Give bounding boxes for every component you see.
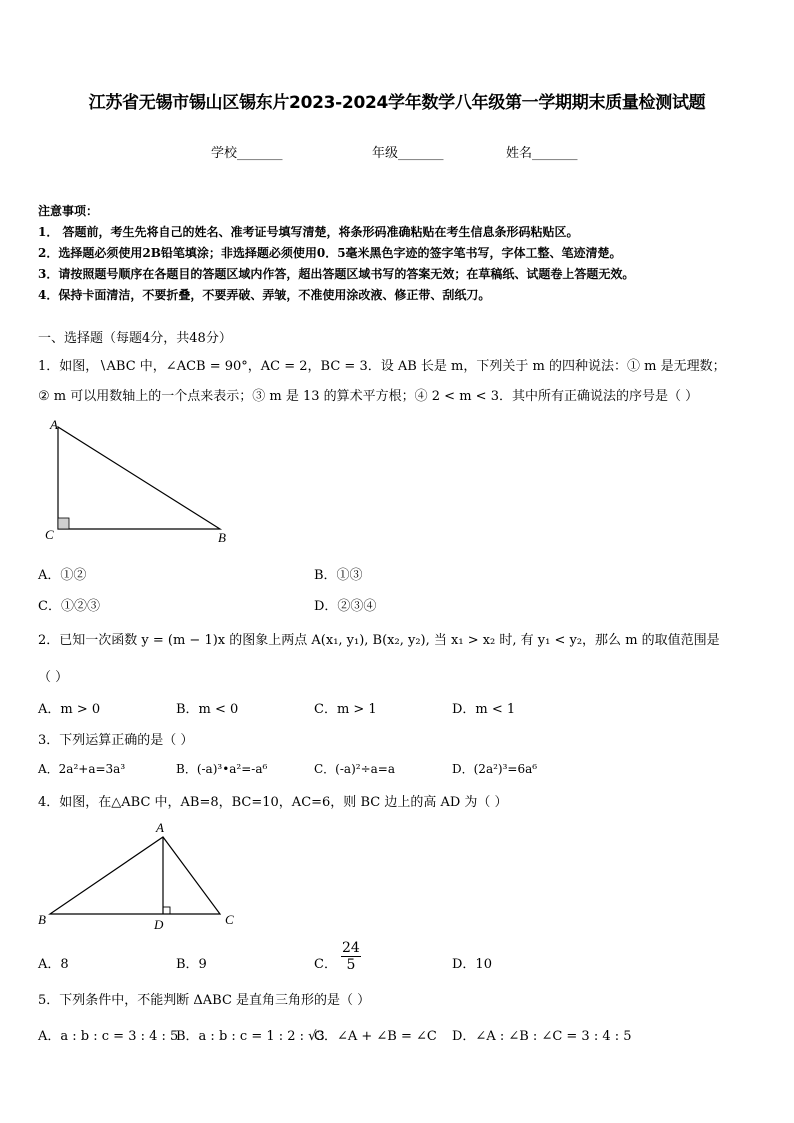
q2-option-c: C．m > 1 [314, 702, 377, 717]
section-heading: 一、选择题（每题4分，共48分） [38, 331, 232, 346]
vertex-label-a: A [50, 417, 58, 432]
vertex-label-c: C [45, 527, 54, 542]
foot-label-d: D [154, 917, 164, 932]
notes-heading: 注意事项： [38, 204, 99, 218]
triangle-abc [50, 837, 220, 914]
notes-block [38, 201, 634, 306]
q4-option-c: C． [314, 957, 337, 972]
note-item: 3．请按照题号顺序在各题目的答题区域内作答，超出答题区域书写的答案无效；在草稿纸、试题卷上答题无效。 [38, 267, 635, 281]
q1-right-triangle-figure [40, 415, 240, 547]
grade-field: 年级_______ [372, 146, 444, 161]
name-field: 姓名_______ [506, 146, 578, 161]
fraction-denominator: 5 [346, 957, 356, 973]
q1-option-d: D．②③④ [314, 599, 377, 614]
q5-option-d: D．∠A : ∠B : ∠C = 3 : 4 : 5 [452, 1029, 632, 1044]
q2-stem-line1: 2．已知一次函数 y = (m − 1)x 的图象上两点 A(x₁, y₁), B(x₂, y₂), 当 x₁ > x₂ 时, 有 y₁ < y₂，那么 m 的取值范围是 [38, 633, 720, 648]
vertex-label-b: B [38, 912, 46, 927]
vertex-label-a: A [156, 820, 164, 835]
q3-option-a: A．2a²+a=3a³ [38, 762, 126, 776]
q2-option-d: D．m < 1 [452, 702, 516, 717]
q2-option-b: B．m < 0 [176, 702, 239, 717]
q1-option-a: A．①② [38, 568, 87, 583]
q5-option-a: A．a : b : c = 3 : 4 : 5 [38, 1029, 179, 1044]
q4-option-d: D．10 [452, 957, 492, 972]
q4-triangle-figure [34, 818, 244, 934]
q5-stem: 5．下列条件中，不能判断 ΔABC 是直角三角形的是（ ） [38, 993, 371, 1008]
q4-option-c-fraction [341, 940, 361, 973]
note-item: 2．选择题必须使用2B铅笔填涂；非选择题必须使用0．5毫米黑色字迹的签字笔书写，字体工整、笔迹清楚。 [38, 246, 622, 260]
q3-option-c: C．(-a)²÷a=a [314, 762, 395, 776]
page-title: 江苏省无锡市锡山区锡东片2023-2024学年数学八年级第一学期期末质量检测试题 [88, 93, 706, 113]
note-item: 1． 答题前，考生先将自己的姓名、准考证号填写清楚，将条形码准确粘贴在考生信息条形码粘贴区。 [38, 225, 579, 239]
q4-stem: 4．如图，在△ABC 中，AB=8，BC=10，AC=6，则 BC 边上的高 AD 为（ ） [38, 795, 508, 810]
note-item: 4．保持卡面清洁，不要折叠，不要弄破、弄皱，不准使用涂改液、修正带、刮纸刀。 [38, 288, 491, 302]
q1-stem-line2: ② m 可以用数轴上的一个点来表示；③ m 是 13 的算术平方根；④ 2 < m < 3．其中所有正确说法的序号是（ ） [38, 389, 699, 404]
triangle-abc [58, 427, 220, 529]
q4-option-b: B．9 [176, 957, 207, 972]
fraction-numerator: 24 [342, 940, 360, 956]
q4-option-a: A．8 [38, 957, 69, 972]
right-angle-mark [58, 518, 69, 529]
q2-option-a: A．m > 0 [38, 702, 101, 717]
q3-stem: 3．下列运算正确的是（ ） [38, 733, 194, 748]
q5-option-b: B．a : b : c = 1 : 2 : √3 [176, 1029, 325, 1044]
q1-stem-line1: 1．如图，∖ABC 中，∠ACB = 90°，AC = 2，BC = 3．设 AB 长是 m，下列关于 m 的四种说法：① m 是无理数； [38, 359, 726, 374]
q3-option-b: B．(-a)³•a²=-a⁶ [176, 762, 268, 776]
q1-option-b: B．①③ [314, 568, 363, 583]
q5-option-c: C．∠A + ∠B = ∠C [314, 1029, 437, 1044]
q2-stem-line2: （ ） [38, 670, 69, 685]
vertex-label-b: B [218, 530, 226, 545]
right-angle-mark [163, 907, 170, 914]
q3-option-d: D．(2a²)³=6a⁶ [452, 762, 538, 776]
school-field: 学校_______ [211, 146, 283, 161]
q1-option-c: C．①②③ [38, 599, 100, 614]
vertex-label-c: C [225, 912, 234, 927]
